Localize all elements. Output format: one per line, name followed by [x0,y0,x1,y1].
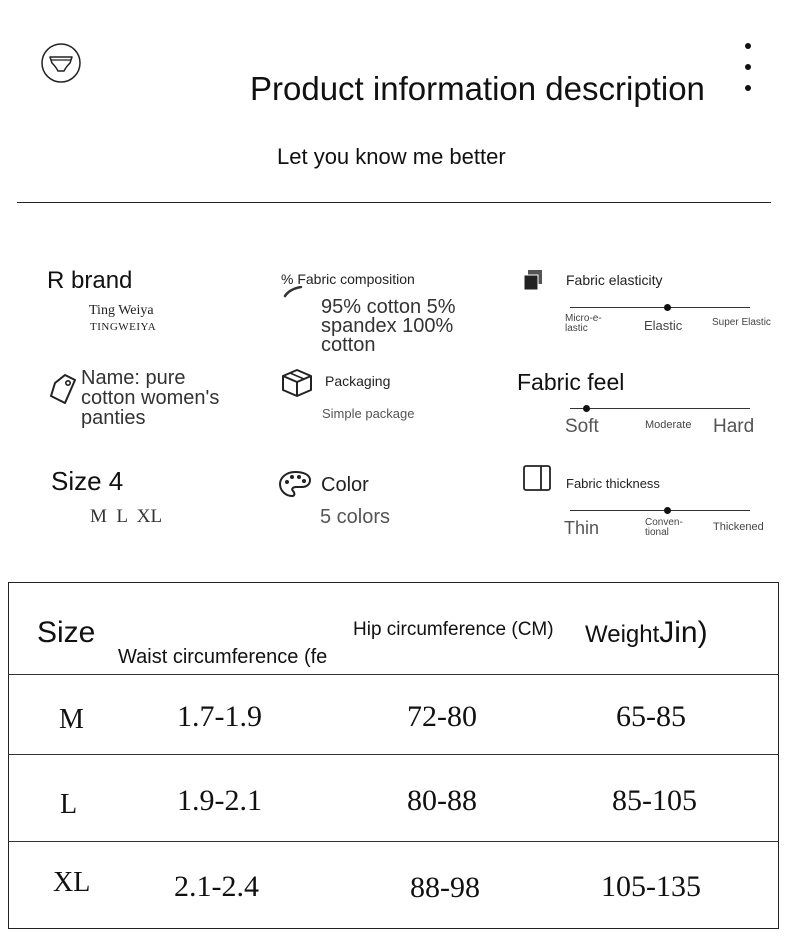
elasticity-left: Micro-e- lastic [565,313,602,334]
table-cell-weight: 105-135 [601,870,701,903]
size-label: Size 4 [51,466,124,496]
packaging-label: Packaging [325,373,391,389]
page-subtitle: Let you know me better [277,144,506,169]
fabric-swatch-icon [522,268,544,292]
table-cell-hip: 72-80 [407,700,477,733]
thickness-right: Thickened [713,521,764,533]
feel-marker [583,405,590,412]
thickness-scale [570,510,750,511]
thickness-left: Thin [564,518,600,538]
thickness-middle: Conven- tional [645,517,683,538]
elasticity-marker [664,304,671,311]
thickness-icon [522,464,552,492]
table-row: L [60,789,78,820]
elasticity-right: Super Elastic [712,317,771,328]
elasticity-label: Fabric elasticity [566,272,663,288]
elasticity-scale [570,307,750,308]
feel-right: Hard [713,416,755,437]
thickness-marker [664,507,671,514]
color-value: 5 colors [320,506,391,528]
panties-icon [41,43,81,83]
color-label: Color [321,474,369,496]
palette-icon [278,470,312,498]
composition-value: 95% cotton 5% spandex 100% cotton [321,296,456,356]
composition-label: % Fabric composition [281,271,415,287]
thickness-label: Fabric thickness [566,476,660,491]
brand-logo-text: TINGWEIYA [90,321,157,333]
feel-middle: Moderate [645,419,692,431]
tag-icon [47,372,79,406]
size-values: M L XL [90,506,163,527]
packaging-value: Simple package [322,406,415,421]
table-cell-waist: 2.1-2.4 [174,870,259,903]
elasticity-middle: Elastic [644,318,683,333]
brand-name: Ting Weiya [89,303,154,318]
table-cell-hip: 88-98 [410,871,480,904]
vertical-dots-icon[interactable] [742,43,754,97]
table-row-divider [8,754,779,755]
table-cell-hip: 80-88 [407,784,477,817]
table-row: M [59,704,84,735]
table-cell-weight: 65-85 [616,700,686,733]
table-row-divider [8,841,779,842]
table-header-waist: Waist circumference (fe [118,646,328,668]
feel-label: Fabric feel [517,369,625,395]
brand-label: R brand [47,267,133,294]
table-header-divider [8,674,779,675]
table-header-weight: WeightJin) [585,616,708,649]
table-header-size: Size [37,616,96,649]
table-cell-waist: 1.9-2.1 [177,784,262,817]
product-name: Name: pure cotton women's panties [81,367,220,429]
page-title: Product information description [250,70,705,107]
table-header-hip: Hip circumference (CM) [353,619,554,640]
table-row: XL [53,867,91,898]
box-icon [280,367,314,399]
table-cell-weight: 85-105 [612,784,697,817]
table-cell-waist: 1.7-1.9 [177,700,262,733]
feel-scale [570,408,750,409]
header-divider [17,202,771,203]
feel-left: Soft [565,416,599,437]
